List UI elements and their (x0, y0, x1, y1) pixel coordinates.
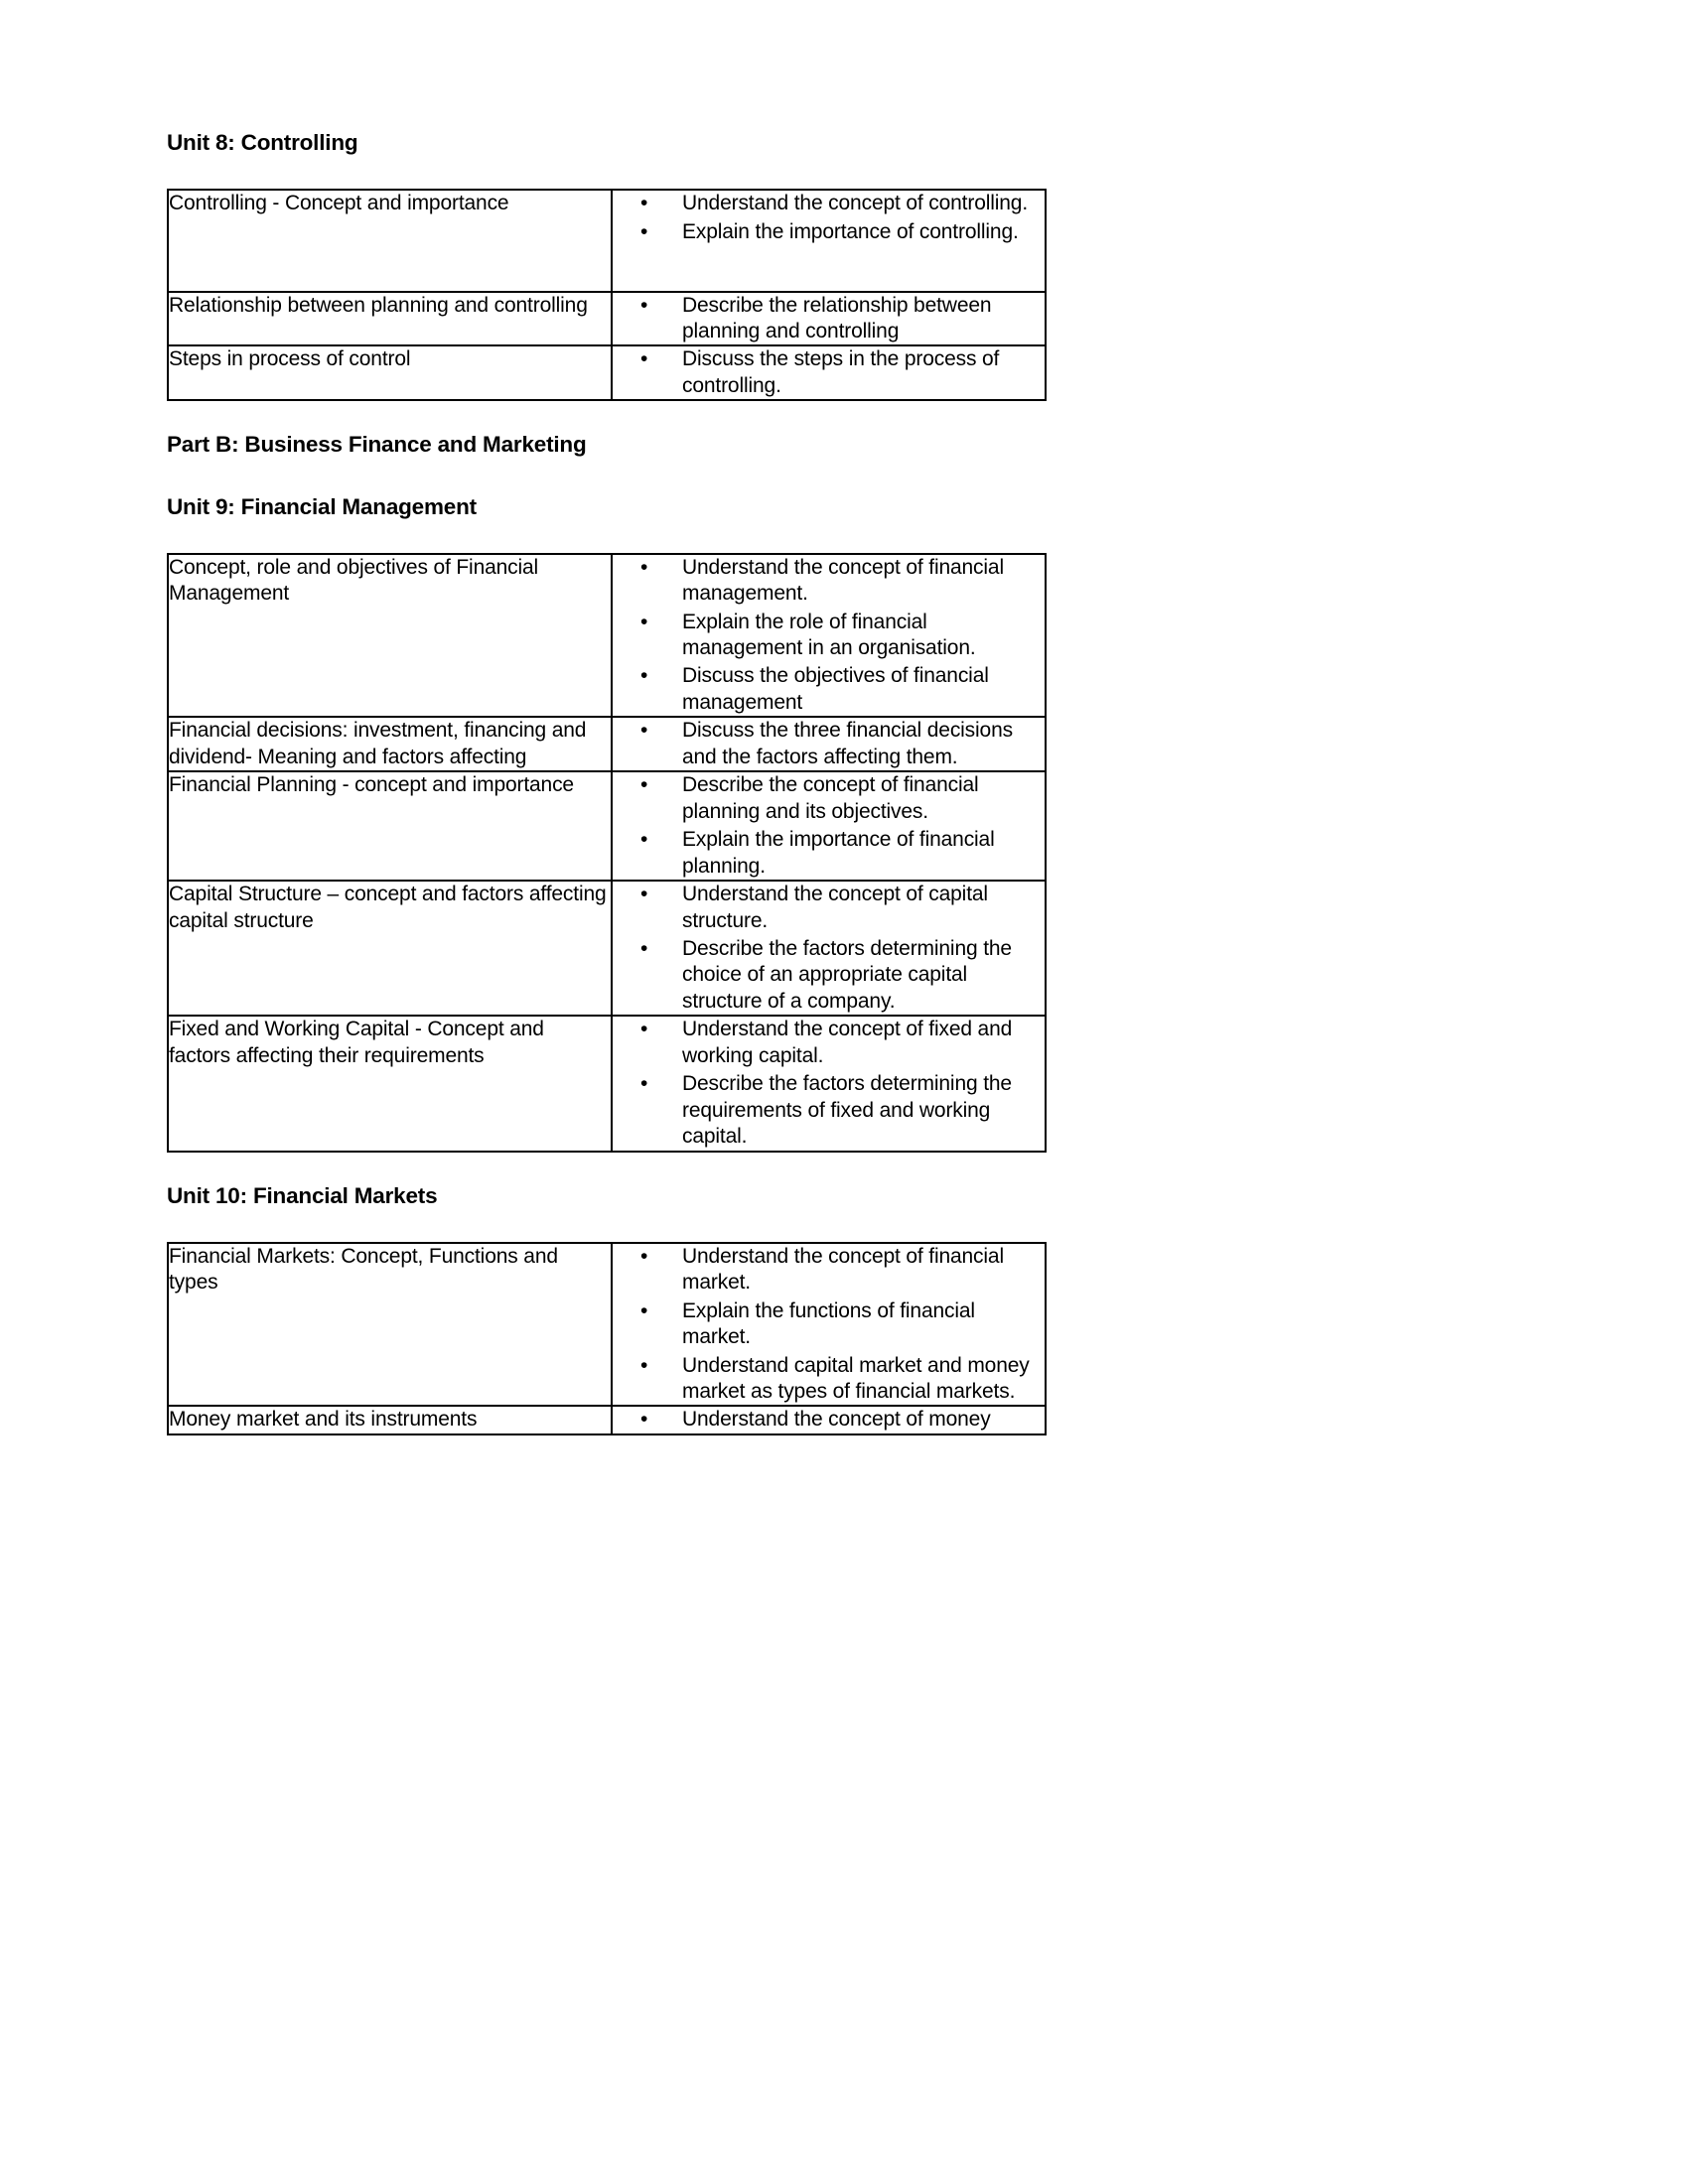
outcome-cell (612, 345, 1046, 400)
unit-heading: Unit 8: Controlling (167, 130, 358, 155)
document-content (167, 129, 1041, 1465)
table-row (168, 1016, 1046, 1151)
topic-text: Money market and its instruments (169, 1408, 478, 1432)
topic-cell (168, 1406, 612, 1433)
topic-cell (168, 1243, 612, 1407)
bullet-icon: • (640, 664, 648, 688)
topic-text: Concept, role and objectives of Financial Management (169, 555, 539, 606)
bullet-icon: • (640, 347, 648, 371)
table-row (168, 190, 1046, 291)
outcome-item (613, 663, 1045, 716)
bullet-icon: • (640, 1018, 648, 1041)
bullet-icon: • (640, 1353, 648, 1377)
topic-cell (168, 881, 612, 1016)
outcome-item (613, 1017, 1045, 1069)
bullet-icon: • (640, 719, 648, 743)
vertical-spacer (167, 401, 1041, 431)
outcome-list (613, 772, 1045, 880)
outcome-text: Describe the factors determining the requirements of fixed and working capital. (682, 1072, 1012, 1149)
table-body (168, 1243, 1046, 1434)
table-row (168, 1243, 1046, 1407)
topic-text: Fixed and Working Capital - Concept and factors affecting their requirements (169, 1018, 544, 1067)
outcome-item (613, 772, 1045, 825)
vertical-spacer (167, 460, 1041, 493)
syllabus-table (167, 1242, 1047, 1435)
bullet-icon: • (640, 883, 648, 906)
vertical-spacer (167, 1210, 1041, 1242)
outcome-item (613, 1353, 1045, 1406)
outcome-item (613, 1244, 1045, 1297)
bullet-icon: • (640, 1072, 648, 1096)
outcome-text: Understand the concept of financial management. (682, 555, 1004, 606)
bullet-icon: • (640, 192, 648, 215)
outcome-list (613, 1017, 1045, 1150)
outcome-cell (612, 717, 1046, 771)
outcome-text: Understand capital market and money market as types of financial markets. (682, 1353, 1030, 1403)
vertical-spacer (167, 157, 1041, 189)
topic-cell (168, 554, 612, 718)
table-body (168, 190, 1046, 400)
topic-cell (168, 190, 612, 291)
outcome-item (613, 1298, 1045, 1351)
outcome-text: Discuss the steps in the process of controlling. (682, 347, 1000, 397)
outcome-list (613, 346, 1045, 399)
outcome-text: Understand the concept of money (682, 1408, 991, 1432)
table-row (168, 292, 1046, 346)
topic-text: Financial decisions: investment, financing and dividend- Meaning and factors affecting (169, 719, 587, 768)
outcome-cell (612, 554, 1046, 718)
syllabus-table (167, 189, 1047, 401)
unit-heading: Unit 10: Financial Markets (167, 1182, 438, 1208)
outcome-cell (612, 881, 1046, 1016)
outcome-text: Understand the concept of financial market. (682, 1244, 1004, 1295)
bullet-icon: • (640, 1298, 648, 1322)
topic-cell (168, 345, 612, 400)
outcome-list (613, 191, 1045, 245)
outcome-cell (612, 1406, 1046, 1433)
syllabus-table (167, 553, 1047, 1153)
topic-cell (168, 717, 612, 771)
outcome-text: Explain the importance of controlling. (682, 219, 1019, 243)
table-row (168, 881, 1046, 1016)
bullet-icon: • (640, 936, 648, 960)
topic-text: Relationship between planning and controlling (169, 293, 588, 317)
topic-text: Capital Structure – concept and factors affecting capital structure (169, 883, 607, 932)
outcome-cell (612, 292, 1046, 346)
topic-text: Financial Planning - concept and importance (169, 773, 574, 797)
bullet-icon: • (640, 610, 648, 633)
unit-heading: Unit 9: Financial Management (167, 493, 477, 519)
outcome-text: Discuss the objectives of financial management (682, 664, 989, 714)
outcome-text: Explain the role of financial management in an organisation. (682, 610, 976, 659)
outcome-text: Describe the relationship between planning and controlling (682, 293, 992, 343)
table-row (168, 345, 1046, 400)
outcome-cell (612, 1243, 1046, 1407)
outcome-item (613, 1407, 1045, 1433)
topic-text: Financial Markets: Concept, Functions and types (169, 1244, 558, 1295)
table-row (168, 771, 1046, 881)
table-row (168, 1406, 1046, 1433)
outcome-text: Explain the importance of financial planning. (682, 828, 995, 878)
outcome-text: Discuss the three financial decisions and the factors affecting them. (682, 719, 1013, 768)
topic-text: Steps in process of control (169, 347, 411, 371)
vertical-spacer (167, 521, 1041, 553)
outcome-text: Understand the concept of controlling. (682, 192, 1029, 215)
bullet-icon: • (640, 219, 648, 243)
outcome-list (613, 293, 1045, 345)
outcome-list (613, 882, 1045, 1015)
bullet-icon: • (640, 1408, 648, 1432)
topic-cell (168, 771, 612, 881)
outcome-text: Understand the concept of fixed and working capital. (682, 1018, 1013, 1067)
outcome-text: Describe the factors determining the choice of an appropriate capital structure of a company. (682, 936, 1012, 1013)
bullet-icon: • (640, 1244, 648, 1268)
bullet-icon: • (640, 293, 648, 317)
outcome-item (613, 936, 1045, 1015)
outcome-item (613, 191, 1045, 216)
table-row (168, 717, 1046, 771)
outcome-list (613, 1244, 1045, 1406)
table-row (168, 554, 1046, 718)
outcome-cell (612, 1016, 1046, 1151)
outcome-list (613, 718, 1045, 770)
outcome-item (613, 1071, 1045, 1150)
vertical-spacer (167, 1435, 1041, 1465)
table-body (168, 554, 1046, 1152)
outcome-cell (612, 771, 1046, 881)
topic-text: Controlling - Concept and importance (169, 192, 509, 215)
topic-cell (168, 292, 612, 346)
outcome-cell (612, 190, 1046, 291)
outcome-text: Explain the functions of financial market. (682, 1298, 975, 1349)
bullet-icon: • (640, 828, 648, 852)
outcome-list (613, 555, 1045, 717)
outcome-item (613, 346, 1045, 399)
outcome-text: Understand the concept of capital structure. (682, 883, 988, 932)
outcome-item (613, 827, 1045, 880)
outcome-item (613, 882, 1045, 934)
part-heading: Part B: Business Finance and Marketing (167, 432, 587, 458)
bullet-icon: • (640, 555, 648, 579)
vertical-spacer (167, 1153, 1041, 1182)
bullet-icon: • (640, 773, 648, 797)
outcome-text: Describe the concept of financial planning and its objectives. (682, 773, 979, 823)
outcome-item (613, 219, 1045, 245)
outcome-item (613, 293, 1045, 345)
outcome-item (613, 555, 1045, 608)
topic-cell (168, 1016, 612, 1151)
outcome-item (613, 610, 1045, 662)
outcome-item (613, 718, 1045, 770)
cell-spacer (169, 217, 611, 291)
outcome-list (613, 1407, 1045, 1433)
